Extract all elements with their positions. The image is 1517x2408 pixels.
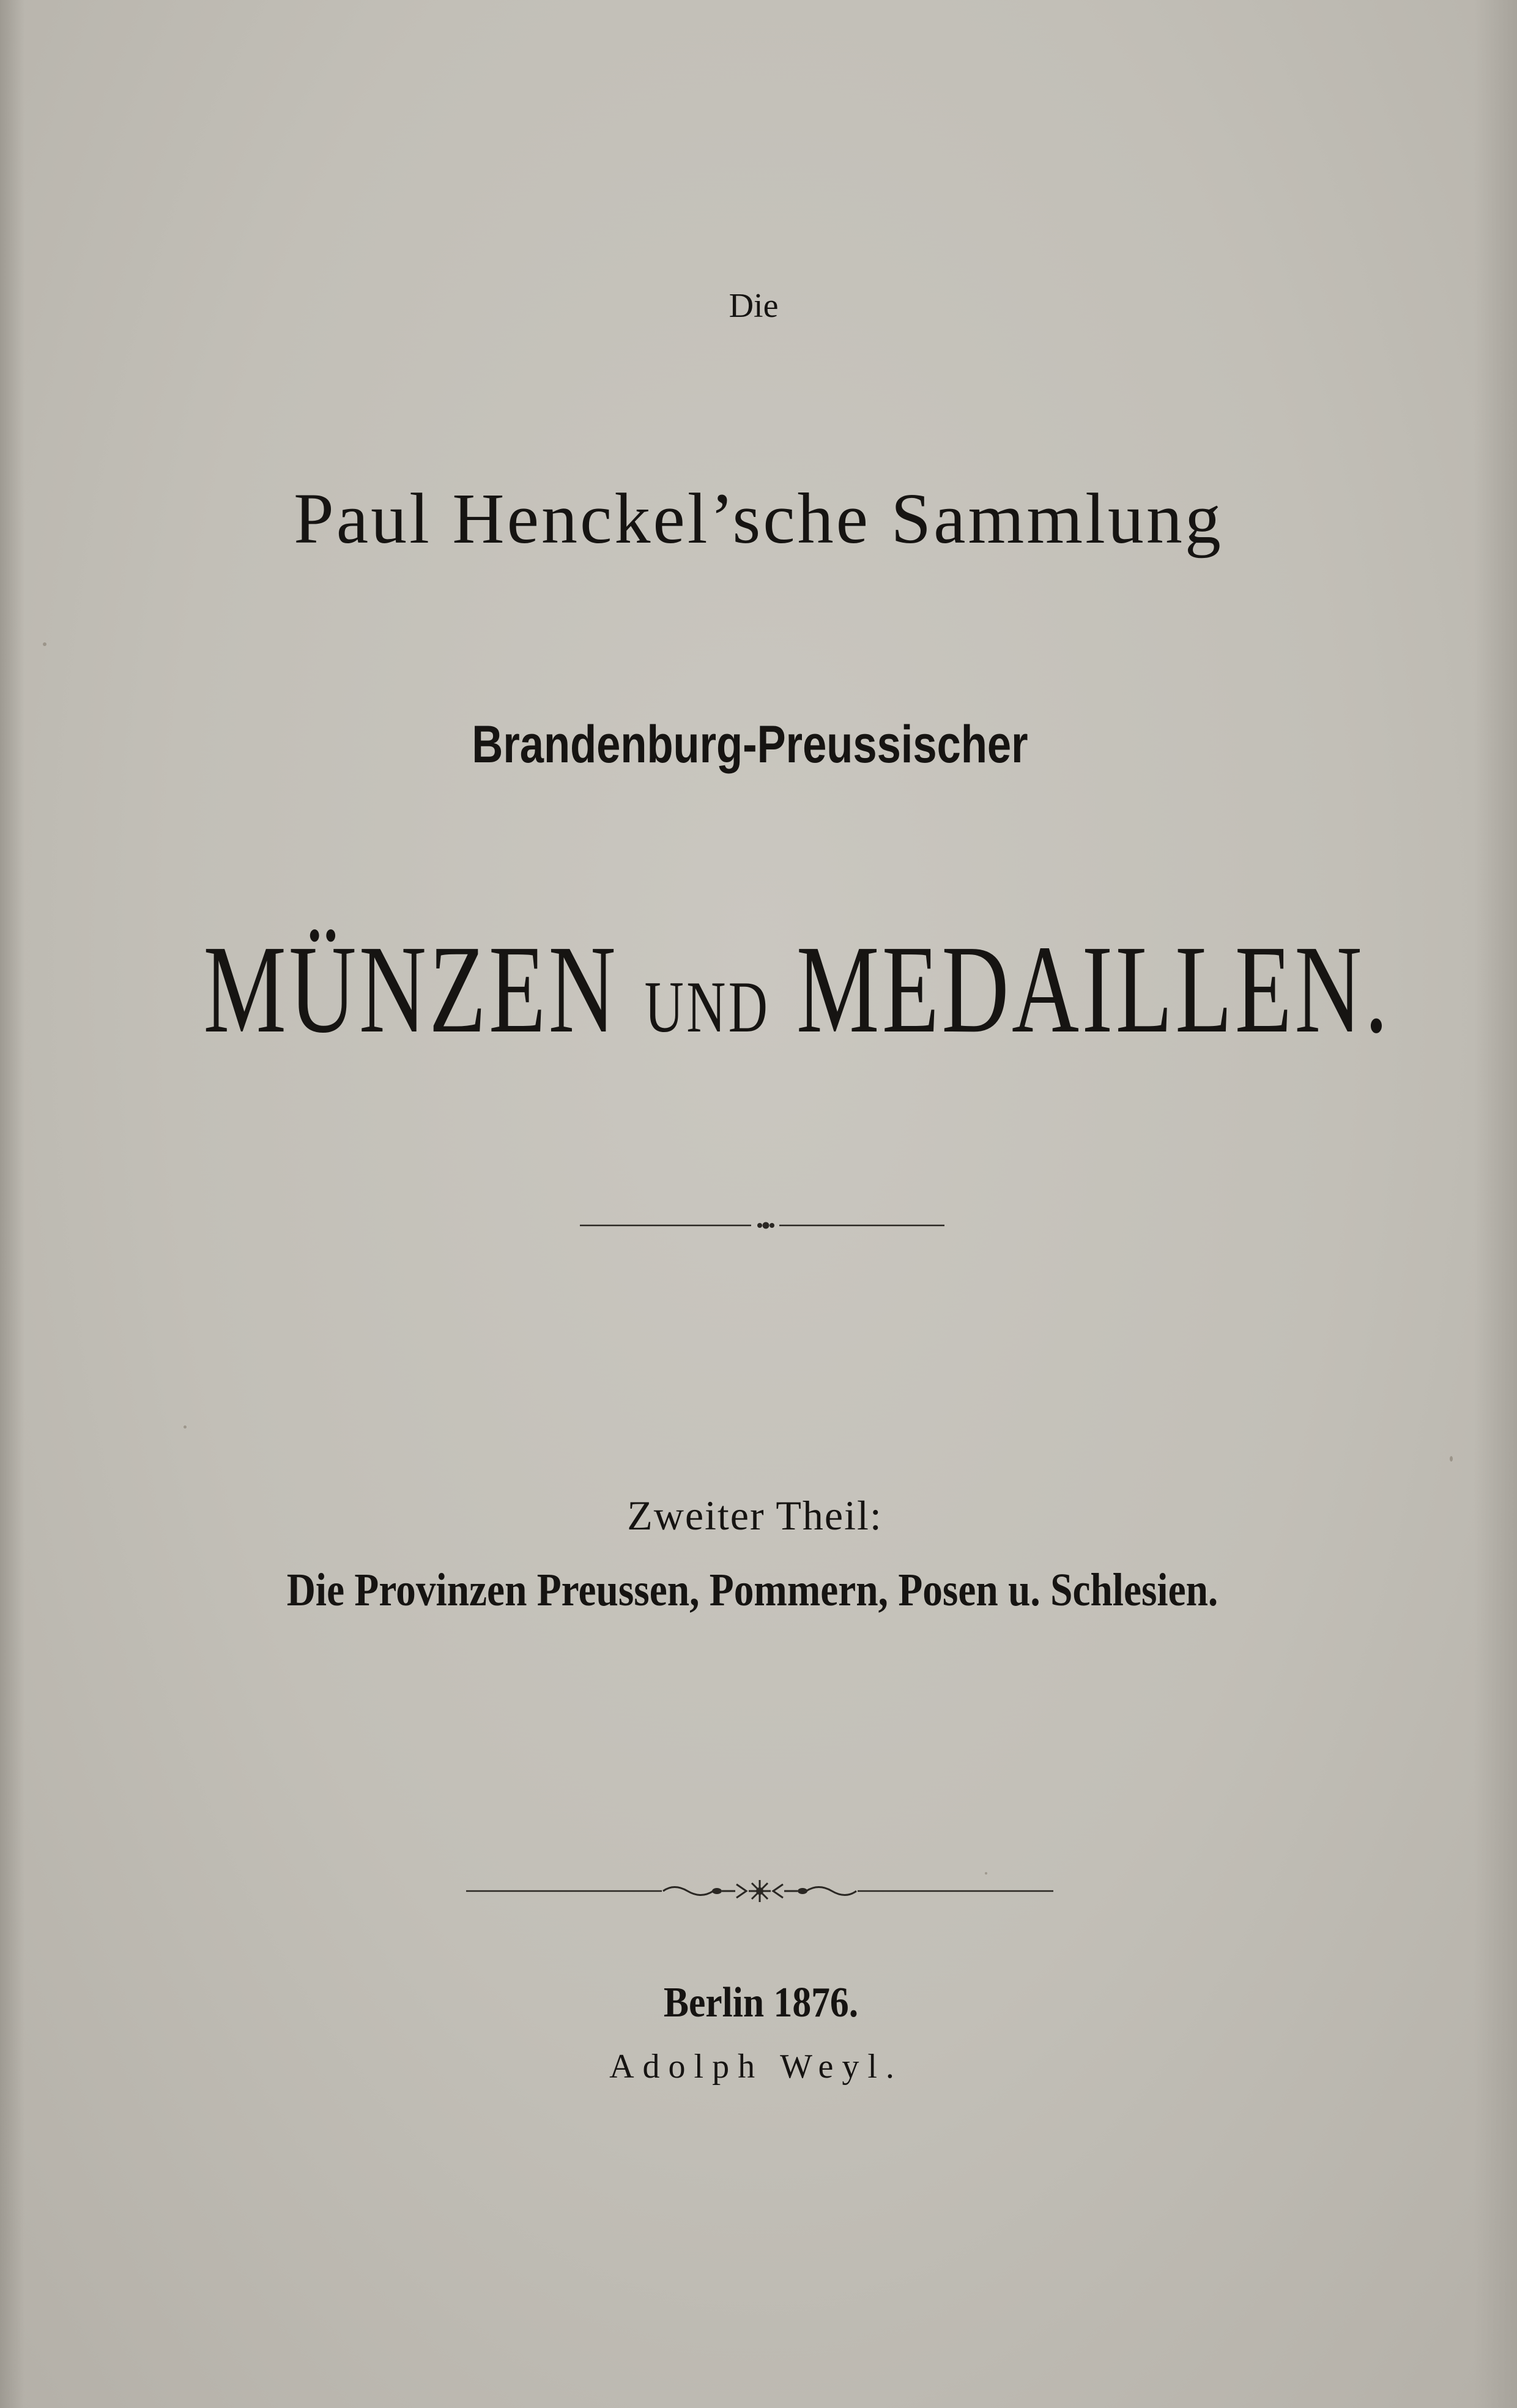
title-article: Die [729, 287, 779, 325]
part-heading: Zweiter Theil: [627, 1492, 883, 1539]
paper-speck [1450, 1456, 1453, 1462]
main-title [203, 916, 1391, 1062]
publication-place-year: Berlin 1876. [663, 1979, 859, 2026]
floral-ornament-divider [466, 1876, 1053, 1906]
publisher: Adolph Weyl. [609, 2048, 903, 2086]
paper-speck [184, 1425, 187, 1429]
main-title-connector: UND [644, 966, 771, 1047]
subject-line: Brandenburg-Preussischer [472, 715, 1028, 774]
rule-dot-divider [580, 1217, 944, 1233]
part-description: Die Provinzen Preussen, Pommern, Posen u. Schlesien. [286, 1564, 1218, 1616]
collection-title: Paul Henckel’sche Sammlung [294, 478, 1223, 559]
main-title-part2: MEDAILLEN. [796, 919, 1391, 1059]
paper-speck [43, 642, 46, 646]
main-title-part1: MÜNZEN [203, 919, 619, 1059]
paper-speck [985, 1872, 987, 1875]
